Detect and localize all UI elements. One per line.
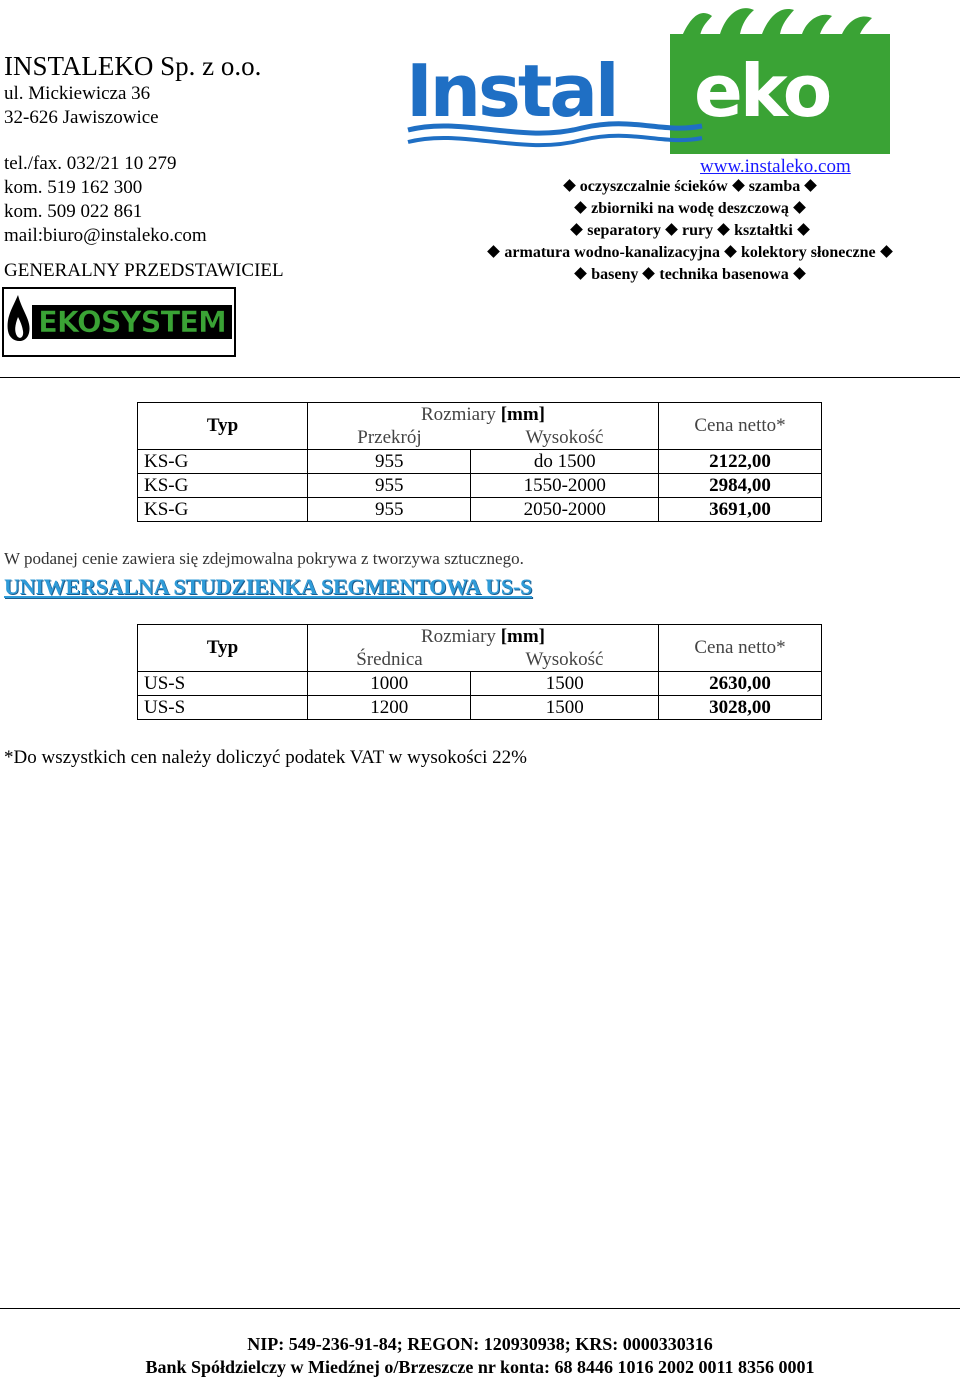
diamond-icon <box>665 223 678 236</box>
col-type-header: Typ <box>138 403 308 450</box>
table-row: KS-G 955 1550-2000 2984,00 <box>138 474 822 498</box>
diamond-icon <box>793 201 806 214</box>
footer-registration: NIP: 549-236-91-84; REGON: 120930938; KRS: 0000330316 <box>247 1334 713 1354</box>
col-price-header: Cena netto* <box>659 403 822 450</box>
diamond-icon <box>563 179 576 192</box>
col-b-header: Wysokość <box>471 648 659 672</box>
company-info <box>4 50 284 282</box>
diamond-icon <box>574 267 587 280</box>
table-row: US-S 1000 1500 2630,00 <box>138 672 822 696</box>
services-row: oczyszczalnie ścieków szamba <box>440 176 940 198</box>
representative-label: GENERALNY PRZEDSTAWICIEL <box>4 260 284 281</box>
diamond-icon <box>574 201 587 214</box>
col-dims-header: Rozmiary [mm] <box>307 403 658 427</box>
company-city: 32-626 Jawiszowice <box>4 107 159 128</box>
col-b-header: Wysokość <box>471 426 659 450</box>
diamond-icon <box>724 245 737 258</box>
table-row: US-S 1200 1500 3028,00 <box>138 696 822 720</box>
section-heading-us-s: UNIWERSALNA STUDZIENKA SEGMENTOWA US-S <box>4 574 533 599</box>
services-list <box>440 176 940 286</box>
company-email[interactable]: mail:biuro@instaleko.com <box>4 225 207 246</box>
services-row: zbiorniki na wodę deszczową <box>440 198 940 220</box>
diamond-icon <box>488 245 501 258</box>
company-name: INSTALEKO Sp. z o.o. <box>4 51 262 81</box>
col-a-header: Przekrój <box>307 426 470 450</box>
instaleko-logo <box>402 4 892 156</box>
company-phone: tel./fax. 032/21 10 279 <box>4 153 177 174</box>
footer-bank: Bank Spółdzielczy w Miedźnej o/Brzeszcze nr konta: 68 8446 1016 2002 0011 8356 0001 <box>145 1357 815 1377</box>
table-row: KS-G 955 2050-2000 3691,00 <box>138 498 822 522</box>
table-row: KS-G 955 do 1500 2122,00 <box>138 450 822 474</box>
diamond-icon <box>643 267 656 280</box>
company-street: ul. Mickiewicza 36 <box>4 83 151 104</box>
company-mobile-2: kom. 509 022 861 <box>4 201 143 222</box>
diamond-icon <box>717 223 730 236</box>
diamond-icon <box>804 179 817 192</box>
svg-text:eko: eko <box>694 49 830 133</box>
services-row: armatura wodno-kanalizacyjna kolektory słoneczne <box>440 242 940 264</box>
website-link[interactable]: www.instaleko.com <box>700 156 851 177</box>
company-mobile-1: kom. 519 162 300 <box>4 177 143 198</box>
diamond-icon <box>793 267 806 280</box>
vat-note: *Do wszystkich cen należy doliczyć podatek VAT w wysokości 22% <box>4 747 527 768</box>
price-table-ks-g <box>137 402 822 522</box>
ekosystem-logo <box>2 287 236 357</box>
services-row: separatory rury kształtki <box>440 220 940 242</box>
footer-divider <box>0 1308 960 1309</box>
svg-text:EKOSYSTEM: EKOSYSTEM <box>38 305 226 339</box>
diamond-icon <box>797 223 810 236</box>
header-divider <box>0 377 960 378</box>
col-type-header: Typ <box>138 625 308 672</box>
diamond-icon <box>570 223 583 236</box>
diamond-icon <box>880 245 893 258</box>
lid-note: W podanej cenie zawiera się zdejmowalna pokrywa z tworzywa sztucznego. <box>4 549 524 568</box>
col-price-header: Cena netto* <box>659 625 822 672</box>
services-row: baseny technika basenowa <box>440 264 940 286</box>
col-a-header: Średnica <box>307 648 470 672</box>
col-dims-header: Rozmiary [mm] <box>307 625 658 649</box>
price-table-us-s <box>137 624 822 720</box>
svg-text:Instal: Instal <box>406 49 617 133</box>
diamond-icon <box>732 179 745 192</box>
